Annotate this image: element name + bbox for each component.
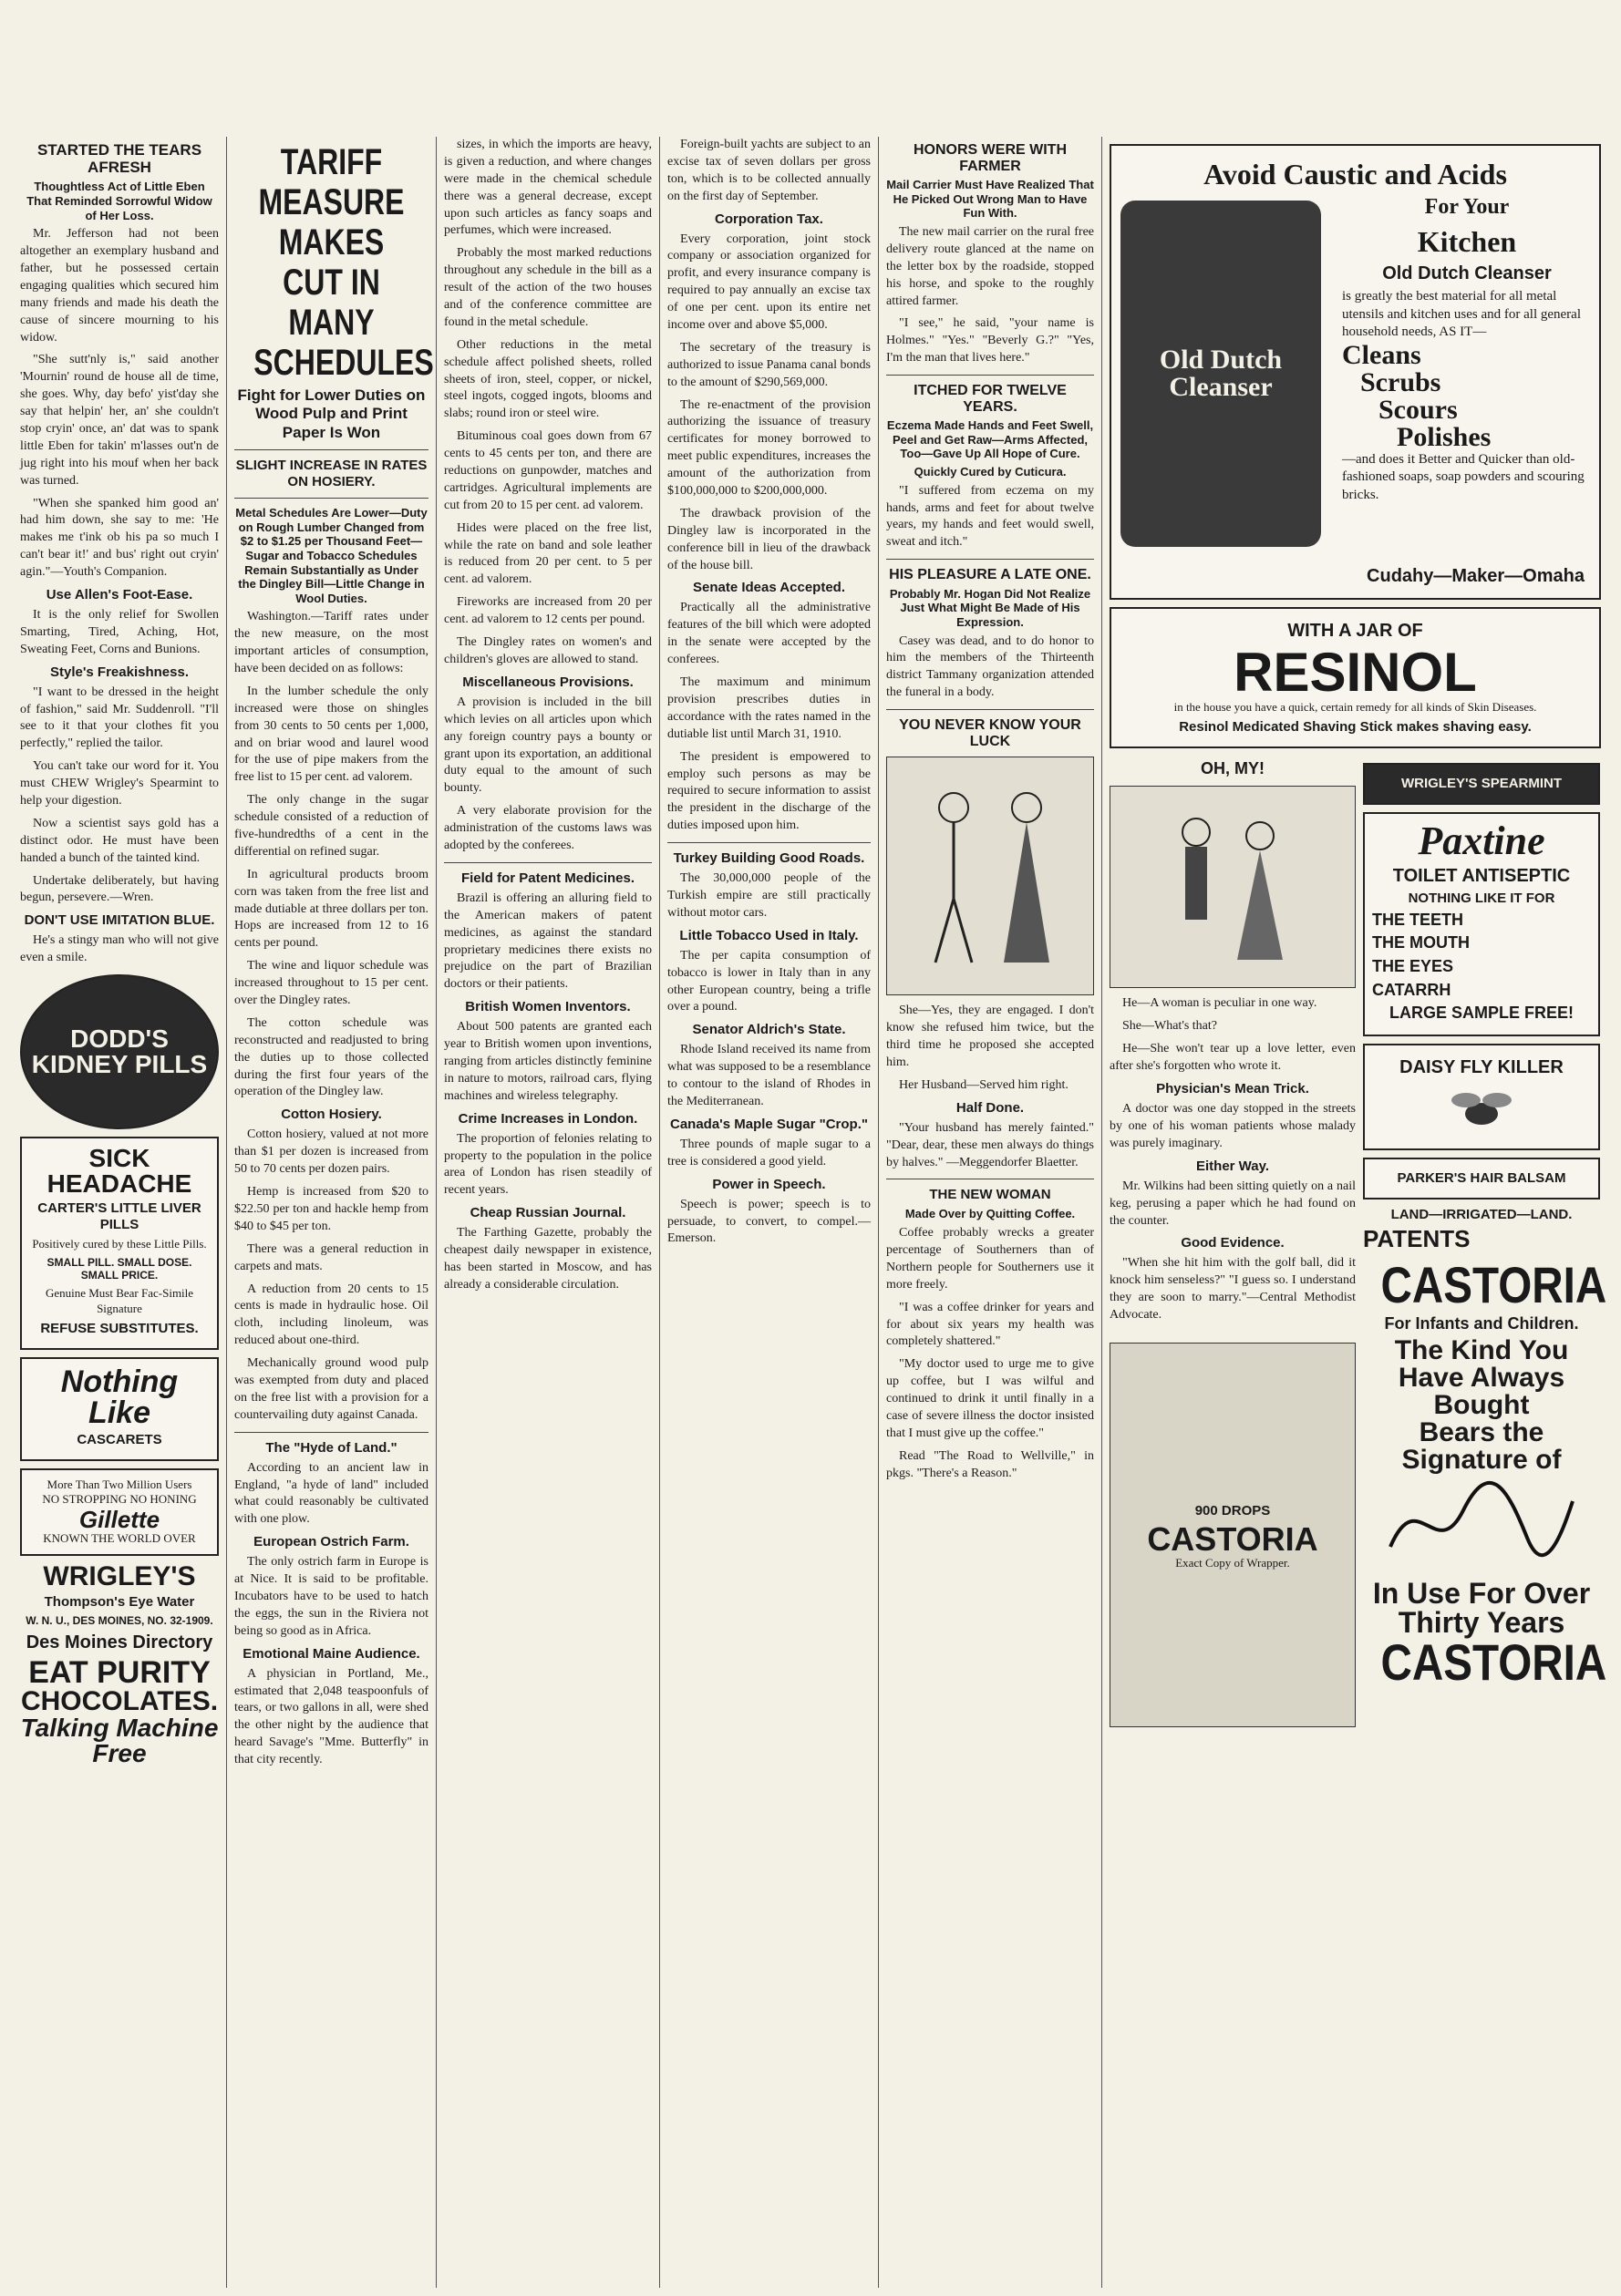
ad-text: SMALL PILL. SMALL DOSE. SMALL PRICE. (46, 1256, 192, 1282)
ad-text: is greatly the best material for all metal utensils and kitchen uses and for all general household needs, AS IT— (1342, 289, 1582, 340)
ad-item: THE TEETH (1372, 910, 1464, 929)
article-text: Mechanically ground wood pulp was exempted from duty and placed on the free list with a provision for a countervailing duty against Canada. (234, 1356, 428, 1422)
article-text: The wine and liquor schedule was increased throughout to 15 per cent. over the Dingley rates. (234, 959, 428, 1008)
ad-text: More Than Two Million Users (46, 1477, 192, 1491)
ad-text: TOILET ANTISEPTIC (1392, 865, 1571, 886)
ad-text: For Infants and Children. (1384, 1313, 1579, 1333)
article-text: The only ostrich farm in Europe is at Nice. It is said to be profitable. Incubators have to be used to hatch the eggs, the sun in the Riviera not being so good as in Africa. (234, 1555, 428, 1638)
cartoon-caption: She—What's that? (1122, 1019, 1217, 1034)
article-text: Probably the most marked reductions throughout any schedule in the bill as a result of the action of the two houses and of the conference committee are found in the metal schedule. (444, 246, 652, 329)
ad-title: DODD'S KIDNEY PILLS (31, 1024, 208, 1079)
article-text: "When she hit him with the golf ball, did it knock him senseless?" "I guess so. I understand they are soon to marry."—Central Methodist Advocate. (1110, 1256, 1356, 1323)
article-text: Hides were placed on the free list, while the rate on band and sole leather is reduced from 20 per cent. to 5 per cent. ad valorem. (444, 520, 652, 587)
ad-text: REFUSE SUBSTITUTES. (40, 1320, 199, 1336)
section-heading: Corporation Tax. (715, 211, 823, 227)
article-text: Cotton hosiery, valued at not more than $1 per dozen is increased from 50 to 70 cents per dozen pairs. (234, 1127, 428, 1177)
article-text: sizes, in which the imports are heavy, is given a reduction, and where changes were made in the chemical schedule there was a general decrease, except upon such articles as fancy soaps and perfumes, which were increased. (444, 138, 652, 238)
carters-pills-ad (20, 1137, 219, 1349)
article-text: In the lumber schedule the only increased were those on shingles from 30 cents to 50 cents per 1,000, and on briar wood and laurel wood for the use of pipe makers from the free list to 15 per cent. ad valorem. (234, 684, 428, 785)
paper-number: W. N. U., DES MOINES, NO. 32-1909. (26, 1614, 213, 1628)
wrigleys-banner (1363, 763, 1600, 805)
article-text: "I was a coffee drinker for years and for about six years my health was completely shattered." (886, 1300, 1094, 1349)
article-text: Casey was dead, and to do honor to him the members of the Thirteenth district Tammany organization attended the funeral in a body. (886, 633, 1094, 700)
ad-word: Cleans (1342, 339, 1421, 370)
ad-text: For Your (1424, 195, 1510, 220)
article-text: The president is empowered to employ such persons as may be required to secure information to assist the president in the discharge of the duties imposed upon him. (667, 749, 871, 833)
article-text: The re-enactment of the provision authorizing the issuance of treasury certificates for money borrowed to meet public expenditures, increases the amount of the authorization from $100,000,000 to $200,000,000. (667, 397, 871, 499)
castoria-ad (1363, 1255, 1607, 1692)
article-text: Now a scientist says gold has a distinct odor. He must have been handed a bunch of the tainted kind. (20, 816, 219, 865)
ad-title: Nothing Like (60, 1364, 179, 1430)
article-text: Fireworks are increased from 20 per cent. ad valorem to 12 cents per pound. (444, 595, 652, 627)
divider (234, 498, 428, 499)
article-text: A provision is included in the bill which levies on all articles upon which any foreign country pays a bounty or grant upon its exportation, an additional duty equal to the amount of such bounty. (444, 695, 652, 796)
resinol-ad (1110, 607, 1601, 748)
column-6-ads (1102, 137, 1608, 2288)
ad-title: Paxtine (1418, 818, 1545, 863)
couple-cartoon-icon (899, 771, 1081, 981)
old-dutch-cleanser-ad (1110, 144, 1601, 600)
ad-title: PARKER'S HAIR BALSAM (1397, 1169, 1566, 1186)
section-heading: Little Tobacco Used in Italy. (679, 927, 859, 943)
section-heading: Use Allen's Foot-Ease. (46, 586, 193, 602)
divider (234, 1432, 428, 1433)
headline: HONORS WERE WITH FARMER (914, 142, 1067, 174)
land-ad: LAND—IRRIGATED—LAND. (1390, 1206, 1573, 1222)
section-heading: Half Done. (955, 1099, 1025, 1116)
cartoon-caption: He—She won't tear up a love letter, even after she's forgotten who wrote it. (1110, 1042, 1356, 1074)
headline: STARTED THE TEARS AFRESH (36, 141, 202, 176)
section-heading: Crime Increases in London. (458, 1110, 638, 1127)
daisy-fly-killer-ad (1363, 1044, 1600, 1150)
ad-item: CATARRH (1372, 980, 1451, 999)
fly-icon (1440, 1082, 1523, 1137)
article-text: A reduction from 20 cents to 15 cents is made in hydraulic hose. Oil cloth, including linoleum, was reduced about one-third. (234, 1282, 428, 1348)
section-heading: DON'T USE IMITATION BLUE. (24, 912, 215, 929)
directory-heading: Des Moines Directory (26, 1632, 213, 1653)
divider (667, 842, 871, 843)
cartoon-caption: He—A woman is peculiar in one way. (1122, 996, 1317, 1011)
cleanser-can (1120, 201, 1321, 547)
subheadline: Eczema Made Hands and Feet Swell, Peel and Get Raw—Arms Affected, Too—Gave Up All Hope of Cure. (886, 418, 1094, 461)
ad-text: LARGE SAMPLE FREE! (1389, 1004, 1574, 1023)
castoria-bottle (1110, 1343, 1356, 1727)
lower-right-stack (1363, 756, 1607, 1735)
article-text: A doctor was one day stopped in the streets by one of his woman patients whose malady was purely imaginary. (1110, 1102, 1356, 1150)
ad-text: NOTHING LIKE IT FOR (1408, 890, 1555, 906)
ad-word: Scrubs (1360, 366, 1441, 397)
ad-title: DAISY FLY KILLER (1399, 1056, 1564, 1077)
ad-text: WITH A JAR OF (1287, 621, 1423, 641)
column-2 (227, 137, 437, 2288)
divider (886, 559, 1094, 560)
ad-brand: CASCARETS (77, 1431, 162, 1447)
article-text: "She sutt'nly is," said another 'Mournin' round de house all de time, she goes. Why, day befo' yist'day she say that helpin' her, an' she couldn't stop cryin' once, an' dat was to spank little Eben for takin' m'lasses out'n de jug right into his mouf when her back was turned. (20, 353, 219, 488)
gillette-ad (20, 1468, 219, 1557)
article-text: Washington.—Tariff rates under the new measure, on the most important articles of consumption, have been decided on as follows: (234, 610, 428, 675)
article-text: Speech is power; speech is to persuade, to convert, to compel.—Emerson. (667, 1197, 871, 1246)
divider (234, 449, 428, 450)
ad-copy (1342, 194, 1592, 504)
ad-text: Genuine Must Bear Fac-Simile Signature (45, 1285, 194, 1315)
article-text: The per capita consumption of tobacco is lower in Italy than in any other European country, being a trifle over a pound. (667, 948, 871, 1014)
cascarets-ad (20, 1357, 219, 1461)
article-text: Coffee probably wrecks a greater percentage of Southerners than of Northern people for Southerners use it more freely. (886, 1226, 1094, 1292)
ad-text: In Use For Over Thirty Years (1372, 1577, 1591, 1640)
article-text: "I want to be dressed in the height of fashion," said Mr. Suddenroll. "I'll see to it that your clothes fit you perfectly," replied the tailor. (20, 685, 219, 751)
section-heading: Style's Freakishness. (50, 664, 189, 680)
wrigleys-ad: WRIGLEY'S (43, 1561, 196, 1592)
bottle-caption: Exact Copy of Wrapper. (1175, 1555, 1290, 1570)
section-heading: Cheap Russian Journal. (470, 1205, 626, 1221)
can-label: Old Dutch Cleanser (1159, 345, 1283, 402)
ad-text: KNOWN THE WORLD OVER (43, 1531, 196, 1546)
ad-title: RESINOL (1234, 642, 1477, 703)
section-heading: Cotton Hosiery. (281, 1107, 382, 1123)
subheadline: Quickly Cured by Cuticura. (914, 465, 1067, 479)
cartoon-illustration (886, 757, 1094, 995)
article-text: Undertake deliberately, but having begun, persevere.—Wren. (20, 873, 219, 905)
section-heading: Emotional Maine Audience. (243, 1645, 420, 1662)
section-heading: Senate Ideas Accepted. (692, 580, 845, 596)
column-1 (13, 137, 227, 2288)
paxtine-ad (1363, 812, 1600, 1036)
talking-machine-ad: Talking Machine Free (20, 1713, 219, 1767)
ad-text: Resinol Medicated Shaving Stick makes shaving easy. (1179, 718, 1532, 735)
section-heading: Physician's Mean Trick. (1156, 1081, 1309, 1097)
article-text: The drawback provision of the Dingley law is incorporated in the conference bill in lieu of the drawback of the house bill. (667, 506, 871, 572)
article-text: The 30,000,000 people of the Turkish empire are still practically without motor cars. (667, 871, 871, 920)
ad-item: THE MOUTH (1372, 933, 1470, 952)
column-4 (660, 137, 879, 2288)
article-text: "My doctor used to urge me to give up coffee, but I was wilful and continued to drink it until finally in a case of severe illness the doctor insisted that I must give up the coffee." (886, 1357, 1094, 1440)
parkers-hair-balsam-ad (1363, 1158, 1600, 1199)
article-text: Other reductions in the metal schedule affect polished sheets, rolled sheets of iron, steel, copper, or nickel, steel ingots, cogged ingots, blooms and slabs; round iron or steel wire. (444, 337, 652, 421)
ad-maker: Cudahy—Maker—Omaha (1367, 566, 1585, 586)
cartoon-title: OH, MY! (1201, 758, 1265, 777)
eye-water-ad: Thompson's Eye Water (44, 1594, 195, 1611)
article-text: The cotton schedule was reconstructed and readjusted to bring the duties up to those collected during the first four years of the operation of the Dingley law. (234, 1015, 428, 1099)
headline: HIS PLEASURE A LATE ONE. (889, 567, 1091, 583)
article-text: "I see," he said, "your name is Holmes." "Yes." "Beverly G.?" "Yes, I'm the man that lives here." (886, 316, 1094, 366)
divider (886, 709, 1094, 710)
column-3 (437, 137, 660, 2288)
article-text: The only change in the sugar schedule consisted of a reduction of five-hundredths of a cent in the differential on refined sugar. (234, 793, 428, 859)
chocolates-ad: CHOCOLATES. (20, 1685, 219, 1716)
article-text: It is the only relief for Swollen Smarting, Tired, Aching, Hot, Sweating Feet, Corns and Bunions. (20, 607, 219, 656)
article-text: The new mail carrier on the rural free delivery route glanced at the name on the letter box by the roadside, stopped his horse, and spoke to the roughly attired farmer. (886, 224, 1094, 308)
ad-item: THE EYES (1372, 957, 1454, 976)
patents-ad: PATENTS (1363, 1224, 1471, 1252)
article-text: Hemp is increased from $20 to $22.50 per ton and hackle hemp from $40 to $45 per ton. (234, 1185, 428, 1233)
ad-text: NO STROPPING NO HONING (42, 1492, 197, 1507)
lower-ads-row (1110, 756, 1607, 1735)
headline: YOU NEVER KNOW YOUR LUCK (899, 717, 1081, 749)
section-heading: The "Hyde of Land." (265, 1439, 398, 1456)
subheadline: SLIGHT INCREASE IN RATES ON HOSIERY. (235, 458, 428, 490)
ad-brand: CARTER'S LITTLE LIVER PILLS (37, 1200, 201, 1233)
article-text: Bituminous coal goes down from 67 cents to 45 cents per ton, and there are reductions on gunpowder, matches and cartridges. Agricultural implements are cut from 20 to 15 per cent. ad valorem. (444, 429, 652, 512)
ad-brand: Gillette (78, 1506, 160, 1534)
bottle-title: CASTORIA (1147, 1519, 1318, 1558)
article-text: The proportion of felonies relating to property to the population in the police area of London has risen steadily of recent years. (444, 1131, 652, 1198)
subheadline: Probably Mr. Hogan Did Not Realize Just What Might Be Made of His Expression. (889, 586, 1091, 629)
column-5 (879, 137, 1102, 2288)
ad-text: Kitchen (1417, 224, 1517, 258)
article-text: The secretary of the treasury is authorized to issue Panama canal bonds to the amount of $290,569,000. (667, 340, 871, 389)
divider (444, 862, 652, 863)
subheadline: Metal Schedules Are Lower—Duty on Rough Lumber Changed from $2 to $1.25 per Thousand Feet—Sugar and Tobacco Schedules Remain Substantially as Under the Dingley Bill—Little Change in Wool Duties. (235, 506, 428, 605)
ad-brand: Old Dutch Cleanser (1382, 263, 1552, 284)
article-text: "Your husband has merely fainted." "Dear, dear, these men always do things by halves." —Meggendorfer Blaetter. (886, 1120, 1094, 1169)
signature-icon (1381, 1474, 1582, 1574)
ad-text: —and does it Better and Quicker than old-fashioned soaps, soap powders and scouring bricks. (1342, 451, 1585, 502)
article-text: You can't take our word for it. You must CHEW Wrigley's Spearmint to help your digestion. (20, 759, 219, 808)
article-text: Foreign-built yachts are subject to an excise tax of seven dollars per gross ton, which is to be collected annually on the first day of September. (667, 138, 871, 203)
article-text: Mr. Jefferson had not been altogether an exemplary husband and father, but he possessed certain engaging qualities which secured him many friends and made his death the cause of sincere mourning to his widow. (20, 227, 219, 345)
page-top-margin (0, 0, 1621, 137)
ad-title: Avoid Caustic and Acids (1203, 158, 1507, 190)
cartoon-caption: Her Husband—Served him right. (899, 1077, 1069, 1092)
article-text: The Farthing Gazette, probably the cheapest daily newspaper in existence, has been started in Moscow, and has already a considerable circulation. (444, 1226, 652, 1292)
article-text: In agricultural products broom corn was taken from the free list and made dutiable at three dollars per ton. Hops are increased from 12 to 16 cents per pound. (234, 867, 428, 951)
ad-text: Bears the Signature of (1401, 1417, 1562, 1476)
ad-text: The Kind You Have Always Bought (1394, 1335, 1569, 1421)
section-heading: European Ostrich Farm. (253, 1534, 409, 1550)
subheadline: Mail Carrier Must Have Realized That He Picked Out Wrong Man to Have Fun With. (886, 178, 1094, 221)
subheadline: Made Over by Quitting Coffee. (904, 1207, 1076, 1221)
article-text: Brazil is offering an alluring field to the American makers of patent medicines, as against the standard proprietary medicines there exists no prejudice on the part of Brazilian doctors or their patients. (444, 891, 652, 992)
article-text: According to an ancient law in England, "a hyde of land" included what could reasonably be cultivated with one plow. (234, 1460, 428, 1527)
couple-cartoon-icon (1141, 796, 1324, 978)
divider (886, 375, 1094, 376)
article-text: The Dingley rates on women's and children's gloves are allowed to stand. (444, 635, 652, 666)
lower-left-stack (1110, 756, 1356, 1735)
article-text: Three pounds of maple sugar to a tree is considered a good yield. (667, 1137, 871, 1169)
article-text: "When she spanked him good an' had him down, she say to me: 'He makes me t'ink ob his pa so much I can't bear it!' and bus' right out cryin' agin."—Youth's Companion. (20, 496, 219, 580)
article-text: Mr. Wilkins had been sitting quietly on a nail keg, perusing a paper which he had found on the counter. (1110, 1179, 1356, 1228)
ad-title: CASTORIA (1380, 1633, 1607, 1692)
article-text: He's a stingy man who will not give even a smile. (20, 933, 219, 965)
section-heading: Senator Aldrich's State. (692, 1022, 846, 1038)
article-text: There was a general reduction in carpets and mats. (234, 1241, 428, 1273)
section-heading: Either Way. (1195, 1158, 1270, 1174)
section-heading: Miscellaneous Provisions. (462, 674, 634, 690)
section-heading: Field for Patent Medicines. (460, 870, 635, 886)
subheadline: Thoughtless Act of Little Eben That Reminded Sorrowful Widow of Her Loss. (26, 180, 212, 222)
article-text: Rhode Island received its name from what was supposed to be a resemblance to contour to the island of Rhodes in the Mediterranean. (667, 1043, 871, 1108)
cartoon-caption: She—Yes, they are engaged. I don't know she refused him twice, but the third time he proposed she accepted him. (886, 1004, 1094, 1070)
headline: TARIFF MEASURE MAKES CUT IN MANY SCHEDULES (253, 142, 434, 383)
ad-word: Polishes (1397, 421, 1492, 452)
article-text: Practically all the administrative features of the bill which were adopted in the senate were accepted by the conferees. (667, 601, 871, 667)
article-text: "I suffered from eczema on my hands, arms and feet for about twelve years, my hands and feet would swell, sweat and itch." (886, 483, 1094, 550)
ad-title: SICK HEADACHE (46, 1144, 192, 1199)
article-text: The maximum and minimum provision prescribes duties in accordance with the rates named in the dutiable list until March 31, 1910. (667, 675, 871, 741)
chocolates-ad: EAT PURITY (28, 1654, 211, 1690)
ad-title: WRIGLEY'S SPEARMINT (1400, 775, 1563, 791)
article-text: A very elaborate provision for the administration of the customs laws was adopted by the conferees. (444, 804, 652, 852)
article-text: About 500 patents are granted each year to British women upon inventions, ranging from articles distinctly feminine in nature to motors, railroad cars, flying machines and wireless telegraphy. (444, 1020, 652, 1103)
headline: ITCHED FOR TWELVE YEARS. (914, 383, 1067, 415)
ad-word: Scours (1378, 394, 1458, 425)
article-text: Read "The Road to Wellville," in pkgs. "There's a Reason." (886, 1448, 1094, 1480)
section-heading: THE NEW WOMAN (929, 1187, 1051, 1203)
article-text: Every corporation, joint stock company or association organized for profit, and every insurance company is required to pay annually an excise tax of one per cent. upon its entire net income over and above $5,000. (667, 232, 871, 333)
bottle-label (1147, 1499, 1317, 1571)
article-text: A physician in Portland, Me., estimated that 2,048 teaspoonfuls of tears, or two gallons in all, were shed the other night by the audience that heard Savage's "Mme. Butterfly" in that city recently. (234, 1666, 428, 1767)
newspaper-page (13, 137, 1608, 2288)
section-heading: British Women Inventors. (465, 999, 631, 1015)
section-heading: Turkey Building Good Roads. (673, 850, 865, 867)
ad-text: in the house you have a quick, certain remedy for all kinds of Skin Diseases. (1173, 700, 1537, 714)
section-heading: Good Evidence. (1181, 1235, 1285, 1251)
dodds-kidney-pills-ad (20, 974, 219, 1129)
bottle-text: 900 DROPS (1194, 1502, 1271, 1519)
section-heading: Power in Speech. (712, 1176, 826, 1192)
ad-title: CASTORIA (1380, 1255, 1607, 1313)
subheadline: Fight for Lower Duties on Wood Pulp and Print Paper Is Won (237, 386, 426, 441)
cartoon-illustration (1110, 786, 1356, 988)
ad-text: Positively cured by these Little Pills. (32, 1237, 207, 1251)
section-heading: Canada's Maple Sugar "Crop." (669, 1116, 868, 1132)
